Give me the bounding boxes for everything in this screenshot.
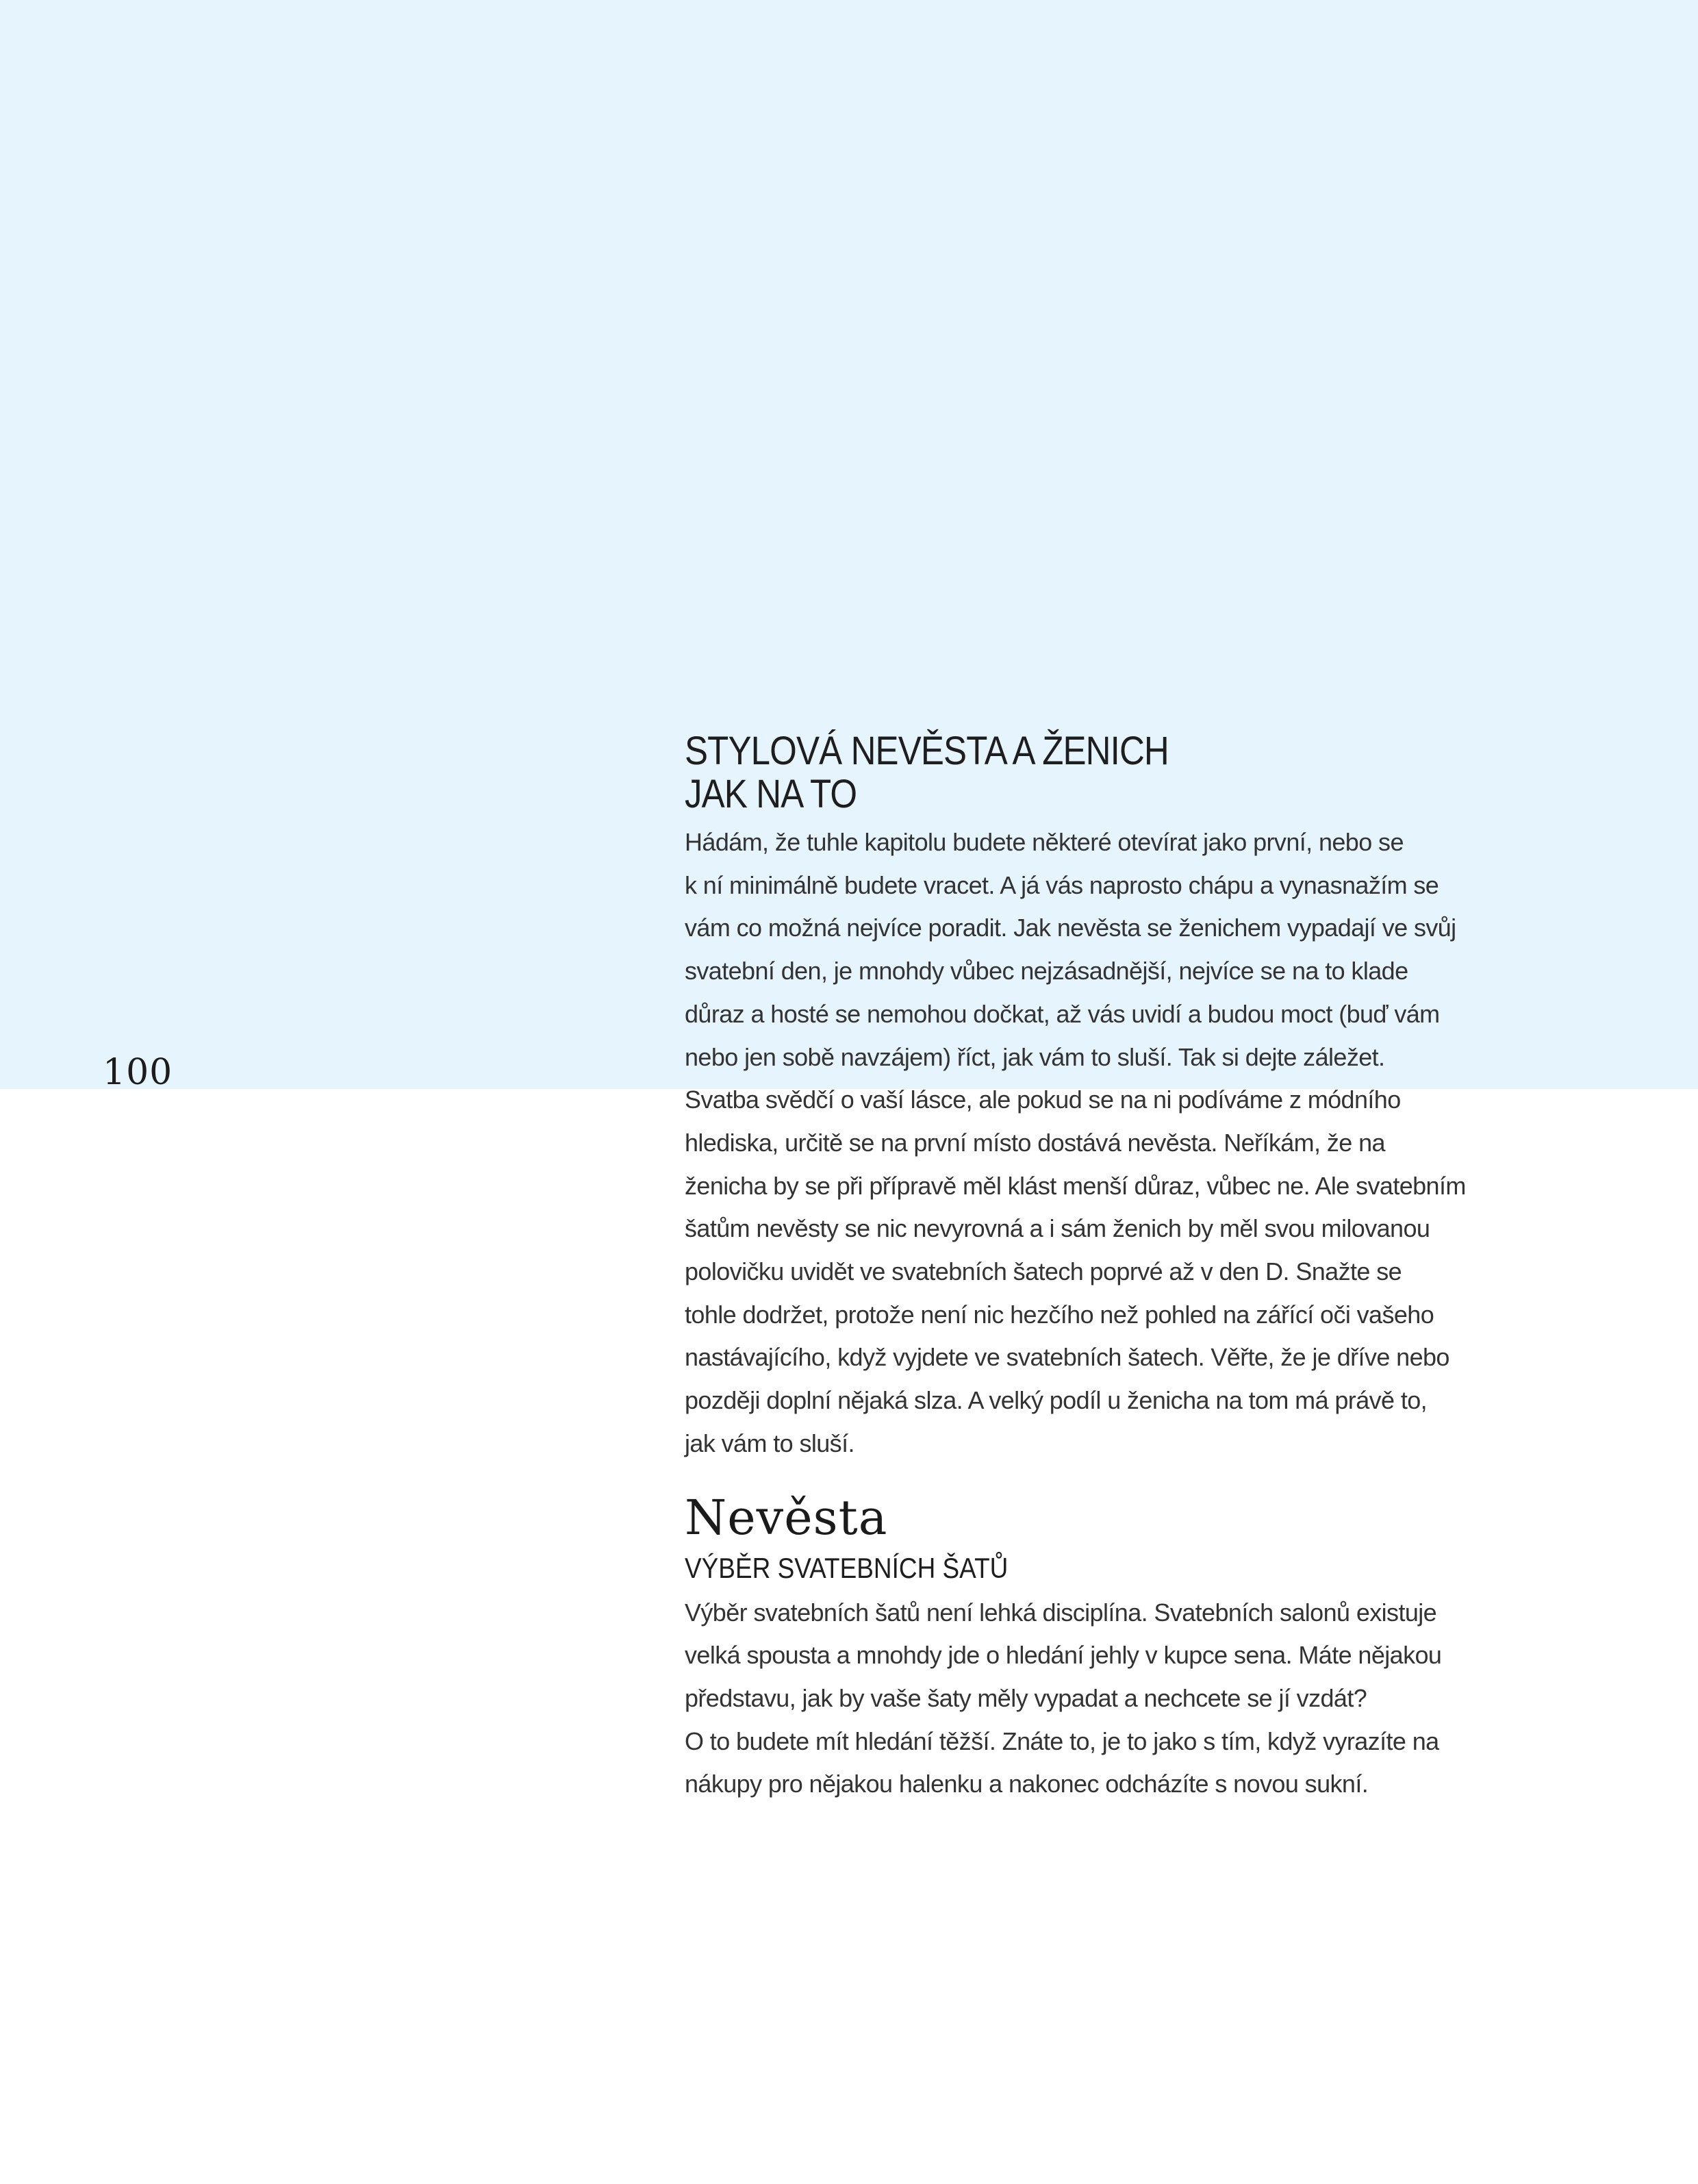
section-paragraph: Výběr svatebních šatů není lehká disciplína. Svatebních salonů existuje velká spousta a mnohdy jde o hledání jehly v kupce sena. Máte nějakou představu, jak by vaše šaty měly vypadat a nechcete se jí vzdát? O to budete mít hledání těžší. Znáte to, je to jako s tím, když vyrazíte na nákupy pro nějakou halenku a nakonec odcházíte s novou sukní. [685,1598,1442,1798]
chapter-title-line2: JAK NA TO [685,772,857,816]
subsection-title: VÝBĚR SVATEBNÍCH ŠATŮ [685,1551,1009,1584]
section-title: Nevěsta [685,1489,888,1546]
chapter-paragraph: Hádám, že tuhle kapitolu budete některé otevírat jako první, nebo se k ní minimálně budete vracet. A já vás naprosto chápu a vynasnažím se vám co možná nejvíce poradit. Jak nevěsta se ženichem vypadají ve svůj svatební den, je mnohdy vůbec nejzásadnější, nejvíce se na to klade důraz a hosté se nemohou dočkat, až vás uvidí a budou moct (buď vám nebo jen sobě navzájem) říct, jak vám to sluší. Tak si dejte záležet. Svatba svědčí o vaší lásce, ale pokud se na ni podíváme z módního hlediska, určitě se na první místo dostává nevěsta. Neříkám, že na ženicha by se při přípravě měl klást menší důraz, vůbec ne. Ale svatebním šatům nevěsty se nic nevyrovná a i sám ženich by měl svou milovanou polovičku uvidět ve svatebních šatech poprvé až v den D. Snažte se tohle dodržet, protože není nic hezčího než pohled na zářící oči vašeho nastávajícího, když vyjdete ve svatebních šatech. Věřte, že je dříve nebo později doplní nějaká slza. A velký podíl u ženicha na tom má právě to, jak vám to sluší. [685,828,1466,1457]
text-column [685,729,1479,1806]
page-number: 100 [103,1052,173,1093]
chapter-title [685,729,1468,816]
chapter-title-line1: STYLOVÁ NEVĚSTA A ŽENICH [685,729,1169,773]
